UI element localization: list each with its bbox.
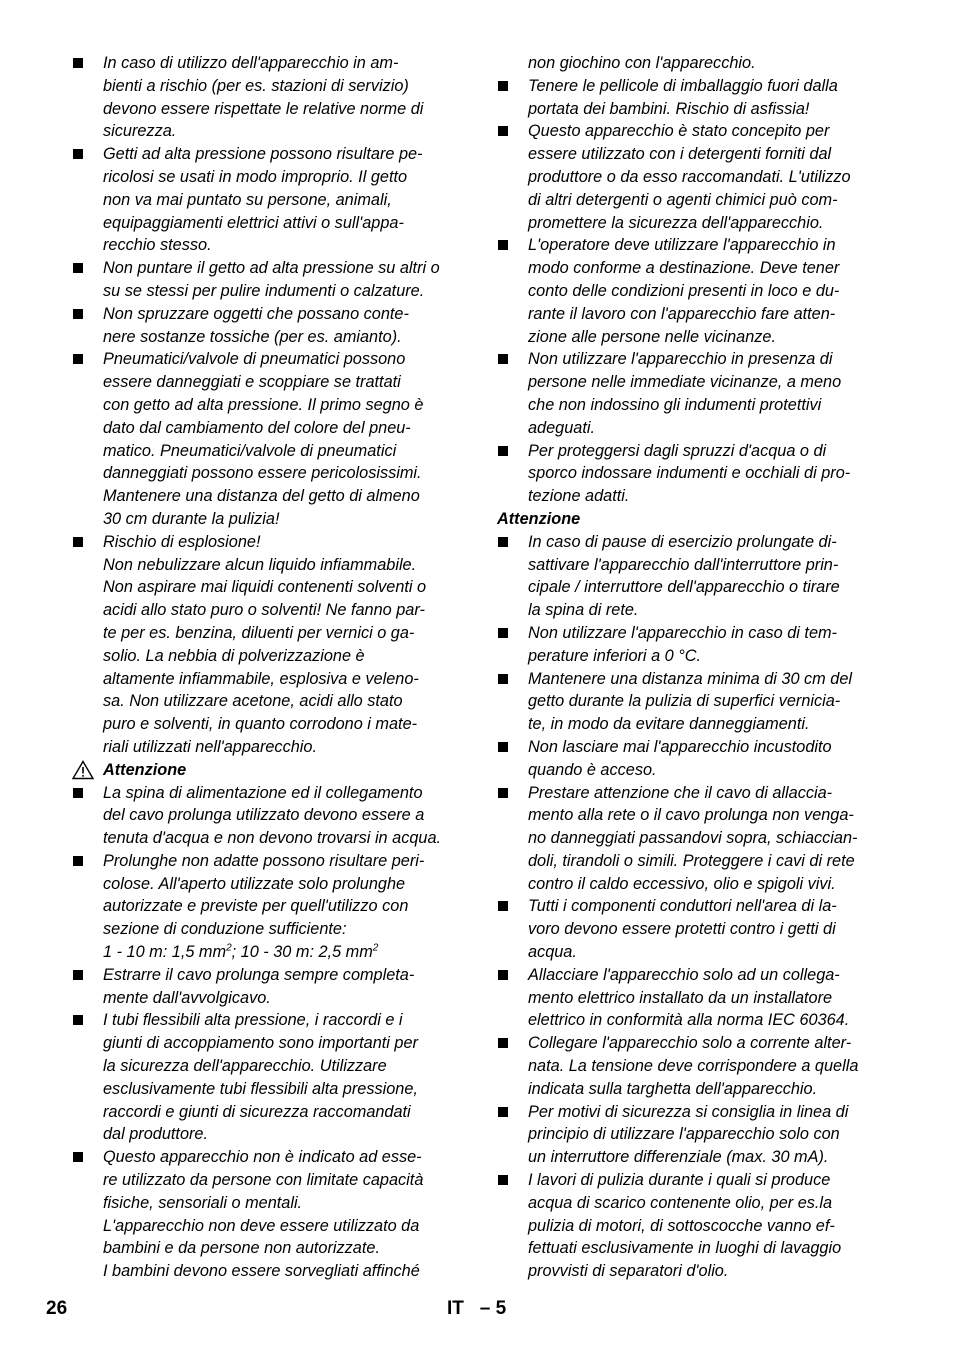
list-item-continuation [497,52,897,75]
superscript: 2 [226,942,232,954]
square-bullet-icon [498,628,508,638]
item-text [103,303,472,349]
text-line: fisiche, sensoriali o mentali. [103,1193,303,1212]
square-bullet-icon [498,1107,508,1117]
text-line: su se stessi per pulire indumenti o calzature. [103,281,425,300]
text-line: Estrarre il cavo prolunga sempre completa- [103,965,415,984]
language-page-indicator: IT – 5 [447,1298,507,1319]
list-item [72,1146,472,1283]
list-item [497,1101,897,1169]
list-item [72,964,472,1010]
list-item [497,75,897,121]
text-line: portata dei bambini. Rischio di asfissia! [528,99,810,118]
text-line: la sicurezza dell'apparecchio. Utilizzare [103,1057,387,1076]
text-line: esclusivamente tubi flessibili alta pressione, [103,1079,418,1098]
cable-length-formula [103,941,472,964]
text-line: devono essere rispettate le relative norme di [103,99,424,118]
square-bullet-icon [498,674,508,684]
text-line: Non spruzzare oggetti che possano conte- [103,304,409,323]
heading-text: Attenzione [103,760,187,779]
list-item [497,1169,897,1283]
text-line: sa. Non utilizzare acetone, acidi allo stato [103,692,403,711]
item-text [528,52,897,75]
text-line: Non lasciare mai l'apparecchio incustodito [528,737,832,756]
text-line: mento alla rete o il cavo prolunga non venga- [528,806,854,825]
text-line: acidi allo stato puro o solventi! Ne fanno par- [103,601,425,620]
item-text [103,1009,472,1146]
text-line: solio. La nebbia di polverizzazione è [103,646,365,665]
list-item [72,348,472,530]
text-line: la spina di rete. [528,601,639,620]
item-text [528,1032,897,1100]
text-line: promettere la sicurezza dell'apparecchio. [528,213,824,232]
text-line: dato dal cambiamento del colore del pneu- [103,418,411,437]
text-line: sezione di conduzione sufficiente: [103,920,347,939]
text-line: doli, tirandoli o simili. Proteggere i cavi di rete [528,851,855,870]
warning-heading [72,759,472,782]
text-line: Non utilizzare l'apparecchio in presenza di [528,350,833,369]
text-line: essere utilizzato con i detergenti forniti dal [528,145,832,164]
text-line: voro devono essere protetti contro i getti di [528,920,836,939]
text-line: riali utilizzati nell'apparecchio. [103,737,317,756]
item-text [103,257,472,303]
list-item [72,143,472,257]
list-item [497,736,897,782]
text-line: bambini e da persone non autorizzate. [103,1239,380,1258]
square-bullet-icon [498,446,508,456]
text-line: Questo apparecchio non è indicato ad esse- [103,1148,422,1167]
item-text [528,622,897,668]
text-line: I tubi flessibili alta pressione, i raccordi e i [103,1011,403,1030]
list-item [497,348,897,439]
section-heading [497,508,897,531]
text-line: Tutti i componenti conduttori nell'area di la- [528,897,837,916]
square-bullet-icon [498,970,508,980]
square-bullet-icon [73,537,83,547]
item-text [528,1101,897,1169]
text-line: fettuati esclusivamente in luoghi di lavaggio [528,1239,842,1258]
item-text [528,120,897,234]
text-line: elettrico in conformità alla norma IEC 60364. [528,1011,850,1030]
text-line: colose. All'aperto utilizzate solo prolunghe [103,874,406,893]
heading-text: Attenzione [497,509,581,528]
text-line: sporco indossare indumenti e occhiali di pro- [528,464,851,483]
superscript: 2 [372,942,379,954]
square-bullet-icon [498,1038,508,1048]
list-item [497,1032,897,1100]
text-line: altamente infiammabile, esplosiva e veleno- [103,669,419,688]
list-item [72,1009,472,1146]
square-bullet-icon [73,354,83,364]
text-line: Per proteggersi dagli spruzzi d'acqua o di [528,441,827,460]
text-line: sattivare l'apparecchio dall'interruttore prin- [528,555,839,574]
square-bullet-icon [73,58,83,68]
text-line: Non utilizzare l'apparecchio in caso di tem- [528,623,837,642]
text-line: essere danneggiati e scoppiare se trattati [103,373,401,392]
text-line: principio di utilizzare l'apparecchio solo con [528,1125,840,1144]
text-line: In caso di utilizzo dell'apparecchio in am- [103,54,399,72]
text-line: rante il lavoro con l'apparecchio fare atten- [528,304,836,323]
item-text [528,234,897,348]
list-item [72,782,472,850]
right-column [497,52,897,1283]
item-text [528,531,897,622]
text-line: Allacciare l'apparecchio solo ad un collega- [528,965,840,984]
square-bullet-icon [498,901,508,911]
text-line: tenuta d'acqua e non devono trovarsi in acqua. [103,829,442,848]
text-line: matico. Pneumatici/valvole di pneumatici [103,441,397,460]
text-line: getto durante la pulizia di superfici vernicia- [528,692,841,711]
text-line: mento elettrico installato da un installatore [528,988,833,1007]
text-line: dal produttore. [103,1125,208,1144]
text-line: zione alle persone nelle vicinanze. [528,327,776,346]
text-line: 30 cm durante la pulizia! [103,509,280,528]
list-item [497,964,897,1032]
list-item [72,531,472,759]
text-line: Prestare attenzione che il cavo di allaccia- [528,783,833,802]
list-item [497,120,897,234]
text-line: con getto ad alta pressione. Il primo segno è [103,395,424,414]
text-line: nere sostanze tossiche (per es. amianto). [103,327,402,346]
item-text [103,782,472,850]
square-bullet-icon [498,537,508,547]
formula-part: ; 10 - 30 m: 2,5 mm [231,943,373,962]
text-line: te, in modo da evitare danneggiamenti. [528,715,810,734]
text-line: sicurezza. [103,122,177,141]
text-line: acqua. [528,943,577,962]
text-line: Non aspirare mai liquidi contenenti solventi o [103,578,427,597]
text-line: quando è acceso. [528,760,657,779]
text-line: produttore o da esso raccomandati. L'utilizzo [528,167,851,186]
text-line: di altri detergenti o agenti chimici può com- [528,190,838,209]
text-line: Prolunghe non adatte possono risultare peri- [103,851,425,870]
text-line: puro e solventi, in quanto corrodono i mate- [103,715,418,734]
text-line: re utilizzato da persone con limitate capacità [103,1171,424,1190]
text-line: bienti a rischio (per es. stazioni di servizio) [103,76,409,95]
text-line: provvisti di separatori d'olio. [528,1262,729,1281]
item-text [528,1169,897,1283]
text-line: In caso di pause di esercizio prolungate di- [528,532,837,551]
square-bullet-icon [498,354,508,364]
text-line: Pneumatici/valvole di pneumatici possono [103,350,406,369]
text-line: giunti di accoppiamento sono importanti per [103,1034,418,1053]
text-line: non giochino con l'apparecchio. [528,54,756,72]
text-line: autorizzate e previste per quell'utilizzo con [103,897,409,916]
left-column [72,52,472,1283]
text-line: pulizia di motori, di sottoscocche vanno ef- [528,1216,835,1235]
square-bullet-icon [73,970,83,980]
item-text [528,895,897,963]
warning-triangle-icon [72,760,94,780]
text-line: Non nebulizzare alcun liquido infiammabile. [103,555,417,574]
text-line: I bambini devono essere sorvegliati affinché [103,1262,420,1281]
item-text [103,348,472,530]
text-line: cipale / interruttore dell'apparecchio o tirare [528,578,840,597]
list-item [497,668,897,736]
item-text [103,850,472,964]
text-line: nata. La tensione deve corrispondere a quella [528,1057,859,1076]
item-text [528,348,897,439]
text-line: Non puntare il getto ad alta pressione su altri o [103,259,440,278]
square-bullet-icon [73,263,83,273]
list-item [72,52,472,143]
square-bullet-icon [498,788,508,798]
text-line: mente dall'avvolgicavo. [103,988,271,1007]
text-line: danneggiati possono essere pericolosissimi. [103,464,422,483]
text-line: Mantenere una distanza minima di 30 cm del [528,669,852,688]
text-line: I lavori di pulizia durante i quali si produce [528,1171,831,1190]
text-line: modo conforme a destinazione. Deve tener [528,259,840,278]
text-line: un interruttore differenziale (max. 30 mA). [528,1148,829,1167]
item-text [528,782,897,896]
item-text [103,52,472,143]
text-line: Rischio di esplosione! [103,532,261,551]
text-line: contro il caldo eccessivo, olio e spigoli vivi. [528,874,836,893]
text-line: equipaggiamenti elettrici attivi o sull'appa- [103,213,404,232]
list-item [497,440,897,508]
list-item [497,622,897,668]
square-bullet-icon [498,81,508,91]
text-line: Per motivi di sicurezza si consiglia in linea di [528,1102,849,1121]
list-item [497,531,897,622]
square-bullet-icon [498,1175,508,1185]
item-text [528,964,897,1032]
text-line: acqua di scarico contenente olio, per es.la [528,1193,833,1212]
square-bullet-icon [498,742,508,752]
page-number: 26 [46,1298,68,1319]
square-bullet-icon [73,1152,83,1162]
square-bullet-icon [498,240,508,250]
item-text [103,1146,472,1283]
list-item [497,895,897,963]
item-text [528,440,897,508]
text-line: raccordi e giunti di sicurezza raccomandati [103,1102,411,1121]
text-line: adeguati. [528,418,595,437]
list-item [72,303,472,349]
text-line: tezione adatti. [528,487,630,506]
item-text [528,75,897,121]
item-text [528,668,897,736]
text-line: indicata sulla targhetta dell'apparecchio. [528,1079,818,1098]
formula-part: 1 - 10 m: 1,5 mm [103,943,227,962]
text-line: Getti ad alta pressione possono risultare pe- [103,145,423,164]
list-item [72,257,472,303]
text-line: che non indossino gli indumenti protettivi [528,395,822,414]
text-line: ricolosi se usati in modo improprio. Il getto [103,167,408,186]
text-line: Tenere le pellicole di imballaggio fuori dalla [528,76,838,95]
text-line: te per es. benzina, diluenti per vernici o ga- [103,623,415,642]
list-item [72,850,472,964]
text-line: Collegare l'apparecchio solo a corrente alter- [528,1034,852,1053]
list-item [497,782,897,896]
square-bullet-icon [73,309,83,319]
list-item [497,234,897,348]
square-bullet-icon [73,1015,83,1025]
text-line: no danneggiati passandovi sopra, schiaccian- [528,829,858,848]
text-line: persone nelle immediate vicinanze, a meno [528,373,842,392]
text-line: recchio stesso. [103,236,212,255]
item-text [103,143,472,257]
text-line: Mantenere una distanza del getto di almeno [103,487,420,506]
item-text [103,964,472,1010]
text-line: L'operatore deve utilizzare l'apparecchio in [528,236,836,255]
square-bullet-icon [73,788,83,798]
square-bullet-icon [73,856,83,866]
square-bullet-icon [73,149,83,159]
text-line: perature inferiori a 0 °C. [528,646,702,665]
text-line: La spina di alimentazione ed il collegamento [103,783,423,802]
text-line: Questo apparecchio è stato concepito per [528,122,830,141]
text-line: L'apparecchio non deve essere utilizzato da [103,1216,420,1235]
item-text [528,736,897,782]
text-line: conto delle condizioni presenti in loco e du- [528,281,840,300]
item-text [103,531,472,759]
text-line: del cavo prolunga utilizzato devono essere a [103,806,425,825]
square-bullet-icon [498,126,508,136]
text-line: non va mai puntato su persone, animali, [103,190,392,209]
